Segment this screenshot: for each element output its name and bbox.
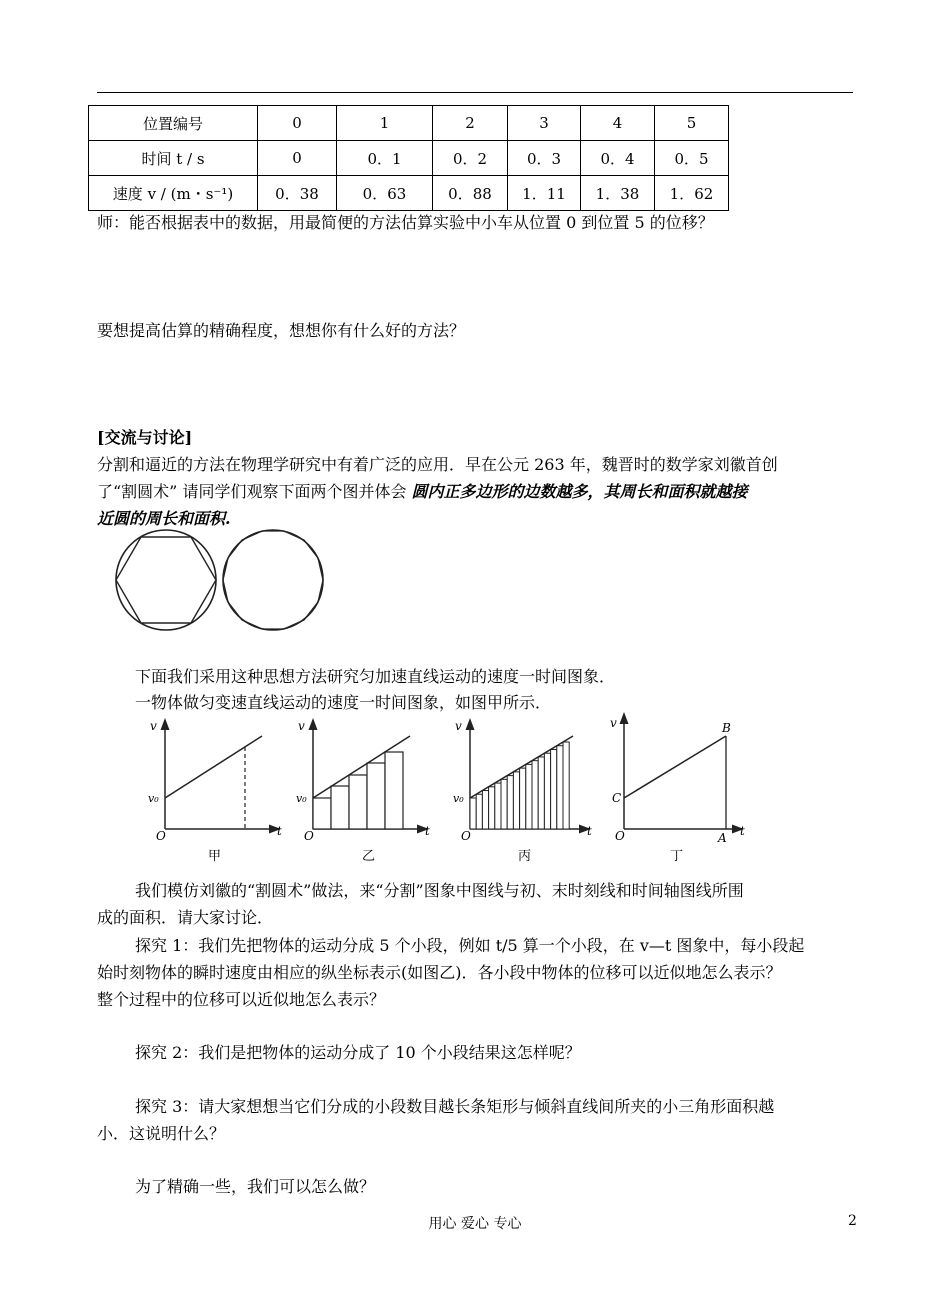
table-cell: 4 [581,106,655,141]
axis-label-v: v [455,719,462,733]
table-cell: 0．63 [337,176,433,211]
explore-2: 探究 2：我们是把物体的运动分成了 10 个小段结果这怎样呢？ [135,1043,581,1062]
graph-ding [610,716,745,864]
graph-caption: 丙 [518,849,532,864]
axis-label-t: t [587,824,592,838]
graph-caption: 甲 [208,849,222,864]
table-cell: 1 [337,106,433,141]
table-cell: 0．1 [337,141,433,176]
thin-bar [501,779,507,829]
origin-label: O [304,829,314,843]
v0-label: v₀ [453,792,464,805]
data-table [88,105,729,211]
point-c-label: C [612,791,622,805]
table-cell: 0．4 [581,141,655,176]
thin-bar [495,783,501,829]
table-row [89,106,729,141]
table-cell: 1．38 [581,176,655,211]
step-rects [313,752,403,829]
paragraph-line: 整个过程中的位移可以近似地怎么表示？ [97,990,386,1009]
axis-label-t: t [425,824,430,838]
graph-caption: 丁 [670,849,684,864]
table-cell: 0 [258,141,337,176]
thin-bar [526,764,532,829]
table-cell: 2 [433,106,508,141]
header-rule [97,92,853,93]
closing-question: 为了精确一些，我们可以怎么做？ [135,1177,376,1196]
table-cell: 1．11 [508,176,581,211]
table-cell: 0．3 [508,141,581,176]
paragraph-line: 小．这说明什么？ [97,1124,226,1143]
graph-bing [453,719,592,864]
thin-bar [482,791,488,829]
thin-bar [551,749,557,829]
axis-label-v: v [298,719,305,733]
vt-graphs-figure [140,712,780,867]
paragraph-line: 分割和逼近的方法在物理学研究中有着广泛的应用．早在公元 263 年，魏晋时的数学家刘徽首创 [97,455,778,474]
table-cell: 3 [508,106,581,141]
footer-text: 用心 爱心 专心 [428,1216,522,1232]
thin-bar [470,798,476,829]
table-cell: 0 [258,106,337,141]
hexagon [116,537,216,623]
paragraph-line: 我们模仿刘徽的“割圆术”做法，来“分割”图象中图线与初、末时刻线和时间轴图线所围 [135,881,744,900]
v0-label: v₀ [296,792,307,805]
table-cell: 5 [655,106,729,141]
table-cell: 位置编号 [89,106,258,141]
dodecagon [223,531,323,629]
table-cell: 0．38 [258,176,337,211]
thin-bar [532,761,538,829]
axis-label-t: t [740,824,745,838]
thin-bar [476,794,482,829]
thin-bar [557,746,563,829]
question-1: 师：能否根据表中的数据，用最简便的方法估算实验中小车从位置 0 到位置 5 的位移？ [97,213,714,232]
page-number: 2 [848,1213,857,1229]
graph-yi [296,719,430,864]
thin-bar [544,753,550,829]
graph-caption: 乙 [362,849,376,864]
point-a-label: A [718,831,727,845]
velocity-line [165,736,262,798]
table-row [89,141,729,176]
graph-jia [148,719,282,864]
thin-bars [470,742,569,829]
emphasis-text: 圆内正多边形的边数越多，其周长和面积就越接 [411,482,748,501]
thin-bar [520,768,526,829]
thin-bar [538,757,544,829]
emphasis-text: 近圆的周长和面积. [97,509,231,528]
table-cell: 1．62 [655,176,729,211]
axis-label-t: t [277,824,282,838]
thin-bar [563,742,569,829]
table-cell: 时间 t / s [89,141,258,176]
origin-label: O [615,829,625,843]
section-heading: [交流与讨论] [97,428,193,447]
paragraph-line: 下面我们采用这种思想方法研究匀加速直线运动的速度一时间图象． [135,667,616,686]
paragraph-line: 始时刻物体的瞬时速度由相应的纵坐标表示(如图乙)．各小段中物体的位移可以近似地怎么表示？ [97,963,782,982]
question-2: 要想提高估算的精确程度，想想你有什么好的方法？ [97,321,466,340]
v0-label: v₀ [148,792,159,805]
table-cell: 0．88 [433,176,508,211]
paragraph-text: 了“割圆术” 请同学们观察下面两个图并体会 [97,482,412,501]
paragraph-line: 一物体做匀变速直线运动的速度一时间图象，如图甲所示． [135,693,552,712]
thin-bar [507,776,513,829]
explore-1: 探究 1：我们先把物体的运动分成 5 个小段，例如 t/5 算一个小段，在 v—t 图象中，每小段起 [135,936,805,955]
table-cell: 0．2 [433,141,508,176]
explore-3: 探究 3：请大家想想当它们分成的小段数目越长条矩形与倾斜直线间所夹的小三角形面积越 [135,1097,775,1116]
origin-label: O [156,829,166,843]
circle-left [116,530,216,630]
table-row [89,176,729,211]
paragraph-line: 成的面积．请大家讨论． [97,908,274,927]
paragraph-line [97,482,748,502]
axis-label-v: v [150,719,157,733]
table-cell: 速度 v / (m・s⁻¹) [89,176,258,211]
inscribed-polygon-figure [100,528,340,638]
axis-label-v: v [610,716,617,730]
point-b-label: B [722,721,731,735]
thin-bar [513,772,519,829]
thin-bar [489,787,495,829]
origin-label: O [461,829,471,843]
table-cell: 0．5 [655,141,729,176]
